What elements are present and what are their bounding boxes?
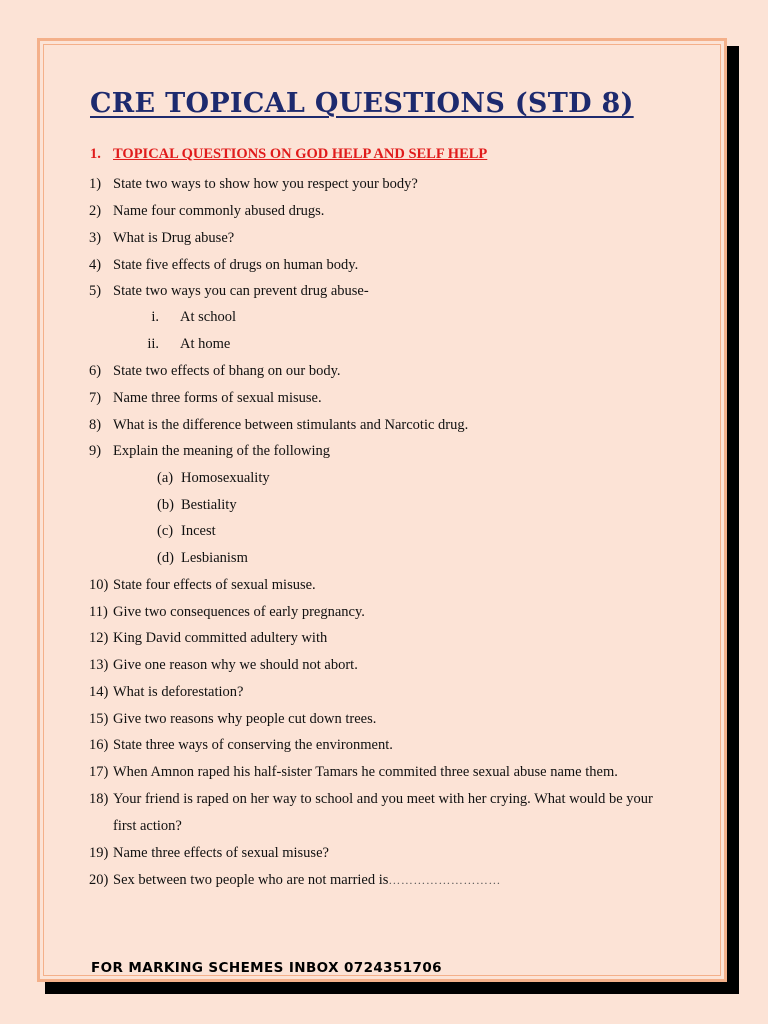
question-item bbox=[89, 682, 243, 702]
document-title: CRE TOPICAL QUESTIONS (STD 8) bbox=[90, 88, 634, 119]
question-text: Explain the meaning of the following bbox=[113, 443, 331, 459]
question-item bbox=[89, 361, 341, 381]
question-number: 6) bbox=[89, 363, 102, 379]
sub-item-number: (b) bbox=[157, 497, 174, 513]
question-item bbox=[89, 388, 322, 408]
question-text: State two effects of bhang on our body. bbox=[113, 363, 341, 379]
section-number: 1. bbox=[90, 146, 101, 162]
question-number: 14) bbox=[89, 684, 109, 700]
question-text: Give one reason why we should not abort. bbox=[113, 657, 358, 673]
sub-item-text: Incest bbox=[181, 523, 216, 539]
sub-item-text: At home bbox=[180, 336, 231, 352]
question-text: King David committed adultery with bbox=[113, 630, 328, 646]
question-number: 9) bbox=[89, 443, 102, 459]
question-text: State three ways of conserving the environment. bbox=[113, 737, 393, 753]
question-number: 5) bbox=[89, 283, 102, 299]
question-item bbox=[89, 281, 369, 301]
question-item bbox=[89, 843, 329, 863]
question-item bbox=[89, 709, 376, 729]
question-number: 8) bbox=[89, 417, 102, 433]
sub-item-text: Lesbianism bbox=[181, 550, 248, 566]
sub-item-number: ii. bbox=[147, 336, 159, 352]
question-item bbox=[89, 174, 418, 194]
question-number: 13) bbox=[89, 657, 109, 673]
question-text: Name four commonly abused drugs. bbox=[113, 203, 325, 219]
question-text: What is Drug abuse? bbox=[113, 230, 235, 246]
question-item bbox=[89, 735, 393, 755]
question-number: 10) bbox=[89, 577, 109, 593]
question-number: 11) bbox=[89, 604, 108, 620]
sub-item bbox=[157, 521, 216, 541]
sub-item bbox=[157, 468, 270, 488]
question-number: 2) bbox=[89, 203, 102, 219]
answer-blank: ……………………… bbox=[388, 873, 501, 887]
question-item bbox=[89, 575, 316, 595]
question-number: 1) bbox=[89, 176, 102, 192]
sub-item bbox=[132, 334, 230, 354]
question-text: State five effects of drugs on human body. bbox=[113, 257, 359, 273]
question-text: What is the difference between stimulants and Narcotic drug. bbox=[113, 417, 469, 433]
question-text: What is deforestation? bbox=[113, 684, 244, 700]
sub-item bbox=[132, 307, 236, 327]
question-item bbox=[89, 789, 653, 809]
question-number: 15) bbox=[89, 711, 109, 727]
question-item bbox=[89, 228, 234, 248]
question-number: 17) bbox=[89, 764, 109, 780]
question-item bbox=[89, 655, 358, 675]
question-text: State four effects of sexual misuse. bbox=[113, 577, 316, 593]
section-heading bbox=[90, 146, 487, 163]
question-text: State two ways you can prevent drug abuse- bbox=[113, 283, 369, 299]
sub-item bbox=[157, 495, 237, 515]
section-heading-text: TOPICAL QUESTIONS ON GOD HELP AND SELF HELP bbox=[113, 146, 488, 162]
question-number: 19) bbox=[89, 845, 109, 861]
question-text: Your friend is raped on her way to school and you meet with her crying. What would be your bbox=[113, 791, 653, 807]
question-item bbox=[89, 628, 327, 648]
sub-item-text: At school bbox=[180, 309, 236, 325]
question-item bbox=[89, 415, 468, 435]
question-number: 18) bbox=[89, 791, 109, 807]
sub-item bbox=[157, 548, 248, 568]
question-text: Name three forms of sexual misuse. bbox=[113, 390, 322, 406]
sub-item-number: i. bbox=[151, 309, 159, 325]
question-item bbox=[89, 762, 618, 782]
question-number: 20) bbox=[89, 872, 109, 888]
question-item bbox=[89, 255, 358, 275]
question-continuation: first action? bbox=[113, 818, 182, 834]
footer-contact: FOR MARKING SCHEMES INBOX 0724351706 bbox=[91, 960, 442, 976]
question-text: Give two consequences of early pregnancy. bbox=[113, 604, 365, 620]
question-number: 3) bbox=[89, 230, 102, 246]
sub-item-number: (d) bbox=[157, 550, 174, 566]
question-text: Give two reasons why people cut down trees. bbox=[113, 711, 377, 727]
question-text: State two ways to show how you respect your body? bbox=[113, 176, 418, 192]
question-number: 12) bbox=[89, 630, 109, 646]
question-text: Name three effects of sexual misuse? bbox=[113, 845, 329, 861]
question-text: When Amnon raped his half-sister Tamars he commited three sexual abuse name them. bbox=[113, 764, 618, 780]
question-number: 7) bbox=[89, 390, 102, 406]
sub-item-text: Bestiality bbox=[181, 497, 237, 513]
question-item bbox=[89, 602, 365, 622]
question-number: 16) bbox=[89, 737, 109, 753]
question-item bbox=[89, 441, 330, 461]
sub-item-text: Homosexuality bbox=[181, 470, 270, 486]
question-item bbox=[89, 870, 501, 890]
question-text: Sex between two people who are not married is bbox=[113, 872, 389, 888]
sub-item-number: (a) bbox=[157, 470, 174, 486]
sub-item-number: (c) bbox=[157, 523, 174, 539]
question-number: 4) bbox=[89, 257, 102, 273]
question-item bbox=[89, 201, 324, 221]
